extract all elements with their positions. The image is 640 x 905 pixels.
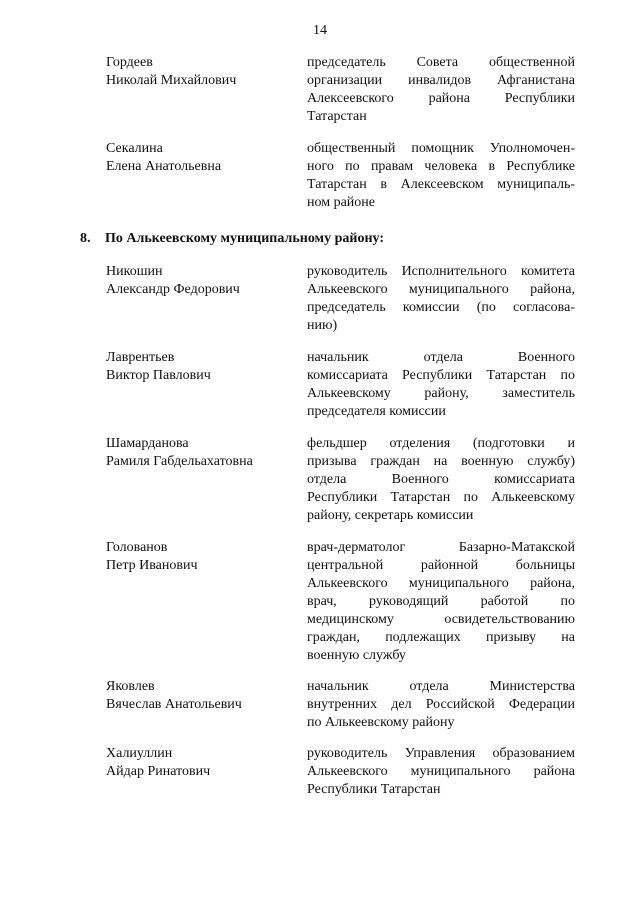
role-line: организации инвалидов Афганистана: [307, 73, 575, 88]
section-number: 8.: [80, 231, 91, 246]
role-line: району, секретарь комиссии: [307, 508, 474, 523]
member-surname: Яковлев: [106, 679, 155, 694]
section-heading: [80, 230, 580, 248]
role-line: военную службу: [307, 648, 406, 663]
member-role-gordeev: [307, 54, 575, 126]
member-name-nikoshin: [106, 263, 286, 299]
member-given-name: Айдар Ринатович: [106, 764, 211, 779]
role-line: Алькеевского муниципального района,: [307, 282, 575, 297]
member-given-name: Вячеслав Анатольевич: [106, 697, 242, 712]
member-name-khaliullin: [106, 745, 286, 781]
member-surname: Секалина: [106, 141, 163, 156]
role-line: Алькеевскому району, заместитель: [307, 386, 575, 401]
role-line: Татарстан: [307, 109, 367, 124]
member-given-name: Александр Федорович: [106, 282, 240, 297]
role-line: ном районе: [307, 195, 375, 210]
member-surname: Шамарданова: [106, 436, 189, 451]
role-line: Алькеевского муниципального района,: [307, 576, 575, 591]
member-role-sekalina: [307, 140, 575, 212]
role-line: Республики Татарстан по Алькеевскому: [307, 490, 575, 505]
member-name-lavrentyev: [106, 349, 286, 385]
role-line: общественный помощник Уполномочен-: [307, 141, 575, 156]
member-surname: Никошин: [106, 264, 163, 279]
member-given-name: Рамиля Габдельахатовна: [106, 454, 253, 469]
role-line: председатель комиссии (по согласова-: [307, 300, 575, 315]
role-line: ного по правам человека в Республике: [307, 159, 575, 174]
role-line: руководитель Исполнительного комитета: [307, 264, 575, 279]
member-given-name: Петр Иванович: [106, 558, 198, 573]
role-line: начальник отдела Военного: [307, 350, 575, 365]
role-line: комиссариата Республики Татарстан по: [307, 368, 575, 383]
role-line: призыва граждан на военную службу): [307, 454, 575, 469]
member-surname: Лаврентьев: [106, 350, 175, 365]
page-number: 14: [313, 23, 327, 38]
role-line: Татарстан в Алексеевском муниципаль-: [307, 177, 575, 192]
role-line: центральной районной больницы: [307, 558, 575, 573]
member-name-yakovlev: [106, 678, 286, 714]
role-line: граждан, подлежащих призыву на: [307, 630, 575, 645]
member-surname: Голованов: [106, 540, 168, 555]
role-line: Алькеевского муниципального района: [307, 764, 575, 779]
role-line: врач-дерматолог Базарно-Матакской: [307, 540, 575, 555]
member-surname: Халиуллин: [106, 746, 173, 761]
member-given-name: Николай Михайлович: [106, 73, 237, 88]
role-line: начальник отдела Министерства: [307, 679, 575, 694]
member-name-golovanov: [106, 539, 286, 575]
member-name-shamardanova: [106, 435, 286, 471]
member-role-nikoshin: [307, 263, 575, 335]
member-role-golovanov: [307, 539, 575, 665]
member-role-khaliullin: [307, 745, 575, 799]
role-line: Алексеевского района Республики: [307, 91, 575, 106]
member-given-name: Виктор Павлович: [106, 368, 211, 383]
role-line: председатель Совета общественной: [307, 55, 575, 70]
member-role-shamardanova: [307, 435, 575, 525]
role-line: нию): [307, 318, 338, 333]
role-line: внутренних дел Российской Федерации: [307, 697, 575, 712]
member-role-lavrentyev: [307, 349, 575, 421]
member-name-gordeev: [106, 54, 286, 90]
role-line: председателя комиссии: [307, 404, 446, 419]
role-line: Республики Татарстан: [307, 782, 441, 797]
member-name-sekalina: [106, 140, 286, 176]
member-role-yakovlev: [307, 678, 575, 732]
role-line: отдела Военного комиссариата: [307, 472, 575, 487]
role-line: по Алькеевскому району: [307, 715, 455, 730]
section-title: По Алькеевскому муниципальному району:: [105, 231, 384, 246]
member-given-name: Елена Анатольевна: [106, 159, 222, 174]
role-line: медицинскому освидетельствованию: [307, 612, 575, 627]
role-line: руководитель Управления образованием: [307, 746, 575, 761]
role-line: врач, руководящий работой по: [307, 594, 575, 609]
member-surname: Гордеев: [106, 55, 153, 70]
role-line: фельдшер отделения (подготовки и: [307, 436, 575, 451]
